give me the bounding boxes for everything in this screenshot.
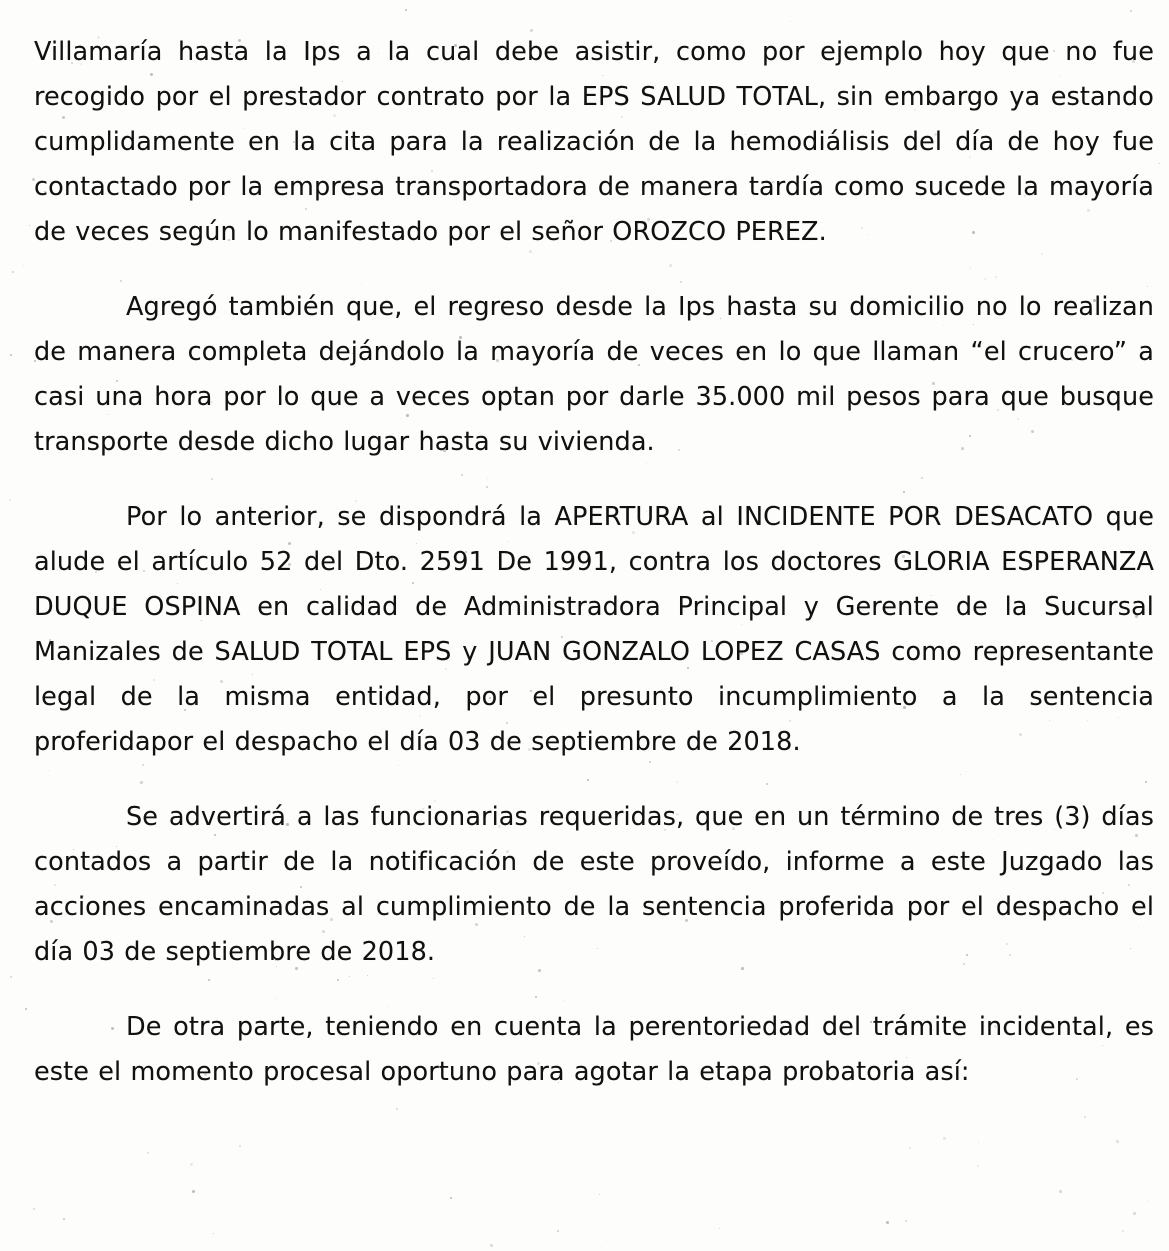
paragraph-1-text: Villamaría hasta la Ips a la cual debe asistir, como por ejemplo hoy que no fue recogido por el prestador contrato por la EPS SALUD TOTAL, sin embargo ya estando cumplidamente en la cita para la realización de la hemodiálisis del día de hoy fue contactado por la empresa transportadora de manera tardía como sucede la mayoría de veces según lo manifestado por el señor OROZCO PEREZ.	[34, 37, 1154, 247]
paragraph-5-text: De otra parte, teniendo en cuenta la perentoriedad del trámite incidental, es este el momento procesal oportuno para agotar la etapa probatoria así:	[34, 1012, 1154, 1087]
paragraph-5	[34, 1005, 1154, 1095]
paragraph-3-text: Por lo anterior, se dispondrá la APERTURA al INCIDENTE POR DESACATO que alude el artículo 52 del Dto. 2591 De 1991, contra los doctores GLORIA ESPERANZA DUQUE OSPINA en calidad de Administradora Principal y Gerente de la Sucursal Manizales de SALUD TOTAL EPS y JUAN GONZALO LOPEZ CASAS como representante legal de la misma entidad, por el presunto incumplimiento a la sentencia proferidapor el despacho el día 03 de septiembre de 2018.	[34, 502, 1154, 757]
document-text-body	[34, 30, 1154, 1095]
paragraph-4	[34, 795, 1154, 975]
paragraph-3	[34, 495, 1154, 765]
paragraph-2	[34, 285, 1154, 465]
paragraph-2-text: Agregó también que, el regreso desde la Ips hasta su domicilio no lo realizan de manera completa dejándolo la mayoría de veces en lo que llaman “el crucero” a casi una hora por lo que a veces optan por darle 35.000 mil pesos para que busque transporte desde dicho lugar hasta su vivienda.	[34, 292, 1154, 457]
paragraph-1	[34, 30, 1154, 255]
paragraph-4-text: Se advertirá a las funcionarias requeridas, que en un término de tres (3) días contados a partir de la notificación de este proveído, informe a este Juzgado las acciones encaminadas al cumplimiento de la sentencia proferida por el despacho el día 03 de septiembre de 2018.	[34, 802, 1154, 967]
